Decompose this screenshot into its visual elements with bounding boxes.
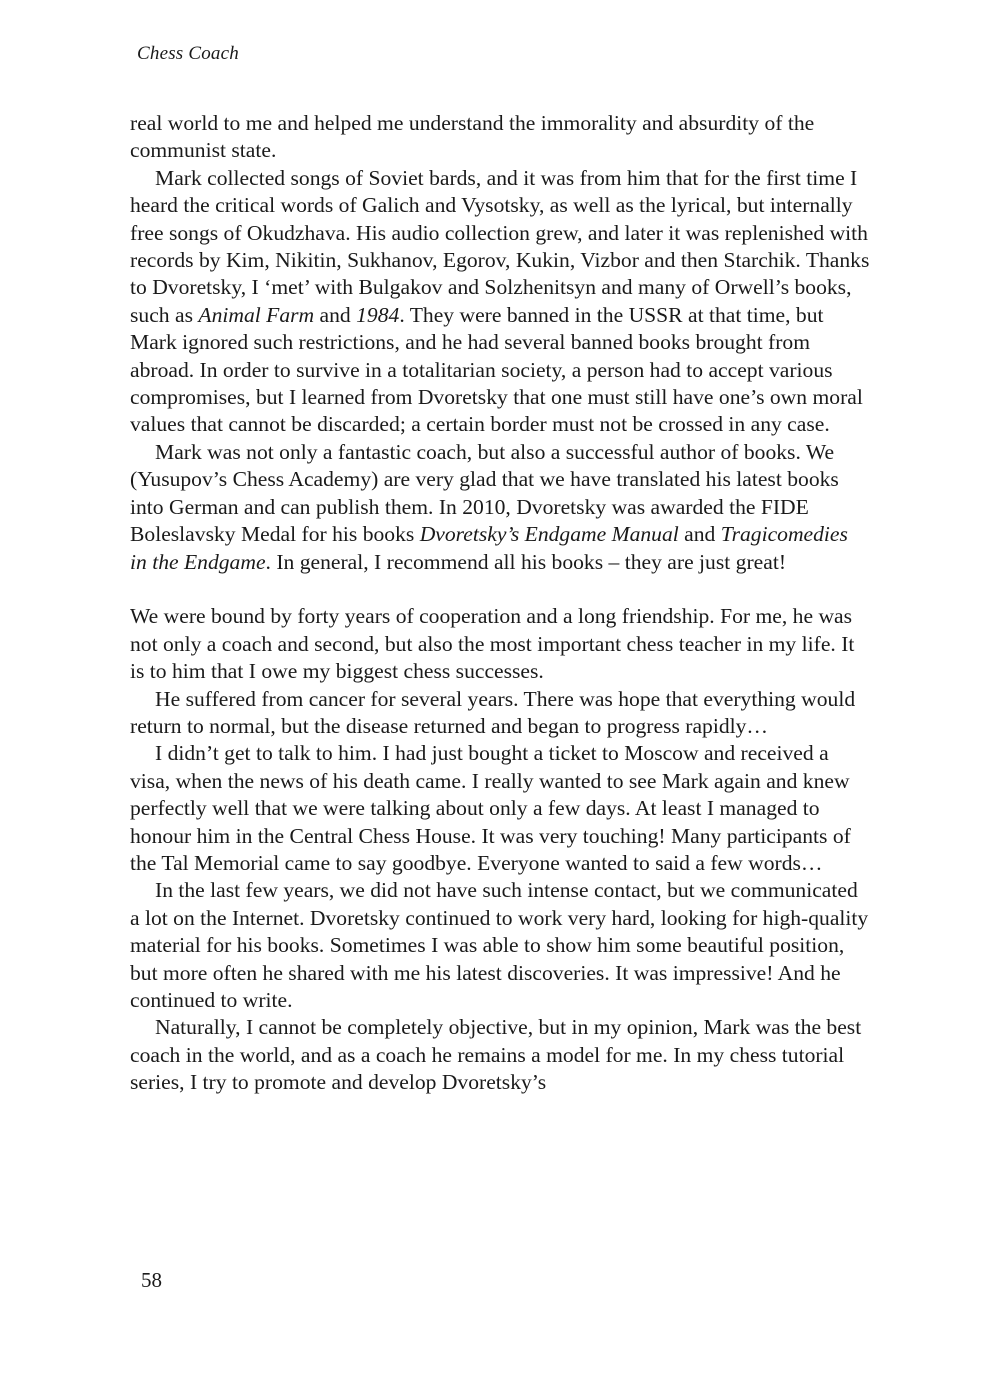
book-title-tragicomedies: Tragicomedies in the Endgame	[130, 522, 848, 574]
paragraph-3-text-b: and	[678, 522, 721, 547]
paragraph-3	[130, 439, 870, 576]
paragraph-2	[130, 165, 870, 439]
paragraph-2-text-c: . They were banned in the USSR at that time, but Mark ignored such restrictions, and he had several banned books brought from abroad. In order to survive in a totalitarian society, a person had to accept various compromises, but I learned from Dvoretsky that one must still have one’s own moral values that cannot be discarded; a certain border must not be crossed in any case.	[130, 302, 863, 437]
book-title-1984: 1984	[356, 302, 400, 327]
paragraph-4: We were bound by forty years of cooperation and a long friendship. For me, he was not only a coach and second, but also the most important chess teacher in my life. It is to him that I owe my biggest chess successes.	[130, 604, 855, 684]
book-title-endgame-manual: Dvoretsky’s Endgame Manual	[419, 522, 679, 547]
paragraph-7: In the last few years, we did not have such intense contact, but we communicated a lot on the Internet. Dvoretsky continued to work very hard, looking for high-quality material for his books. Sometimes I was able to show him some beautiful position, but more often he shared with me his latest discoveries. It was impressive! And he continued to write.	[130, 878, 869, 1012]
book-title-animal-farm: Animal Farm	[198, 302, 315, 327]
paragraph-3-text-a: Mark was not only a fantastic coach, but also a successful author of books. We (Yusupov’s Chess Academy) are very glad that we have translated his latest books into German and can publish them. In 2010, Dvoretsky was awarded the FIDE Boleslavsky Medal for his books	[130, 439, 839, 547]
paragraph-5: He suffered from cancer for several years. There was hope that everything would return to normal, but the disease returned and began to progress rapidly…	[130, 686, 856, 738]
paragraph-8: Naturally, I cannot be completely objective, but in my opinion, Mark was the best coach in the world, and as a coach he remains a model for me. In my chess tutorial series, I try to promote and develop Dvoretsky’s	[130, 1015, 862, 1095]
body-text	[130, 110, 870, 1097]
page-number: 58	[141, 1268, 162, 1292]
paragraph-1: real world to me and helped me understand the immorality and absurdity of the communist state.	[130, 111, 815, 163]
paragraph-3-text-c: . In general, I recommend all his books – they are just great!	[265, 549, 787, 574]
paragraph-6: I didn’t get to talk to him. I had just bought a ticket to Moscow and received a visa, when the news of his death came. I really wanted to see Mark again and knew perfectly well that we were talking about only a few days. At least I managed to honour him in the Central Chess House. It was very touching! Many participants of the Tal Memorial came to say goodbye. Everyone wanted to said a few words…	[130, 741, 851, 875]
paragraph-2-text-b: and	[314, 302, 357, 327]
paragraph-2-text-a: Mark collected songs of Soviet bards, and it was from him that for the first time I heard the critical words of Galich and Vysotsky, as well as the lyrical, but internally free songs of Okudzhava. His audio collection grew, and later it was replenished with records by Kim, Nikitin, Sukhanov, Egorov, Kukin, Vizbor and then Starchik. Thanks to Dvoretsky, I ‘met’ with Bulgakov and Solzhenitsyn and many of Orwell’s books, such as	[130, 165, 870, 327]
running-head-title: Chess Coach	[137, 43, 239, 64]
